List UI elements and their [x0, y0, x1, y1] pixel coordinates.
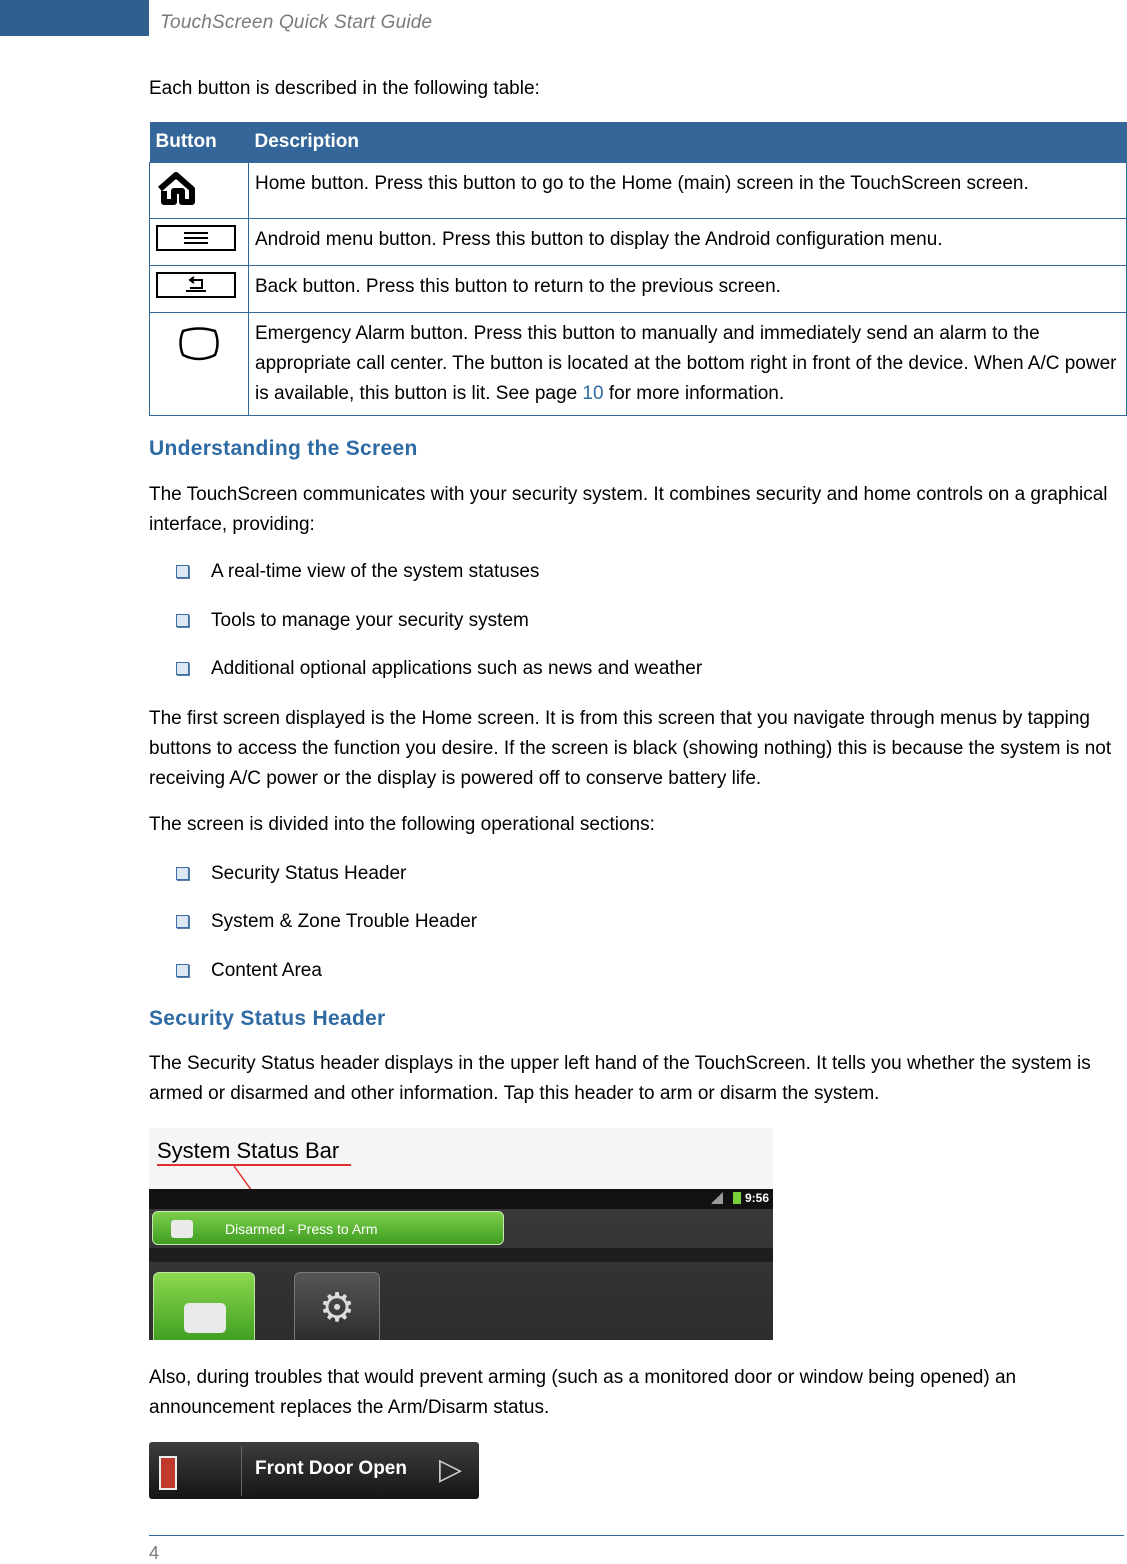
table-cell-description: Home button. Press this button to go to the Home (main) screen in the TouchScreen screen. — [249, 163, 1127, 219]
table-header-description: Description — [249, 122, 1127, 163]
arm-status-bar[interactable]: Disarmed - Press to Arm — [152, 1211, 504, 1245]
table-row — [150, 163, 1127, 219]
android-status-bar — [149, 1189, 773, 1209]
signal-icon — [711, 1192, 723, 1204]
checkbox-bullet-icon — [176, 565, 189, 578]
page-number: 4 — [149, 1543, 160, 1563]
trouble-announcement-screenshot — [149, 1442, 479, 1499]
table-cell-description: Emergency Alarm button. Press this button to manually and immediately send an alarm to the appropriate call center. The button is located at the bottom right in front of the device. When A/C power is available, this button is lit. See page 10 for more information. — [249, 313, 1127, 416]
table-cell-description: Back button. Press this button to return to the previous screen. — [249, 266, 1127, 313]
paragraph: The screen is divided into the following operational sections: — [149, 814, 655, 835]
battery-icon — [733, 1192, 741, 1204]
home-icon — [156, 171, 200, 205]
security-tile[interactable] — [153, 1272, 255, 1340]
paragraph: Also, during troubles that would prevent arming (such as a monitored door or window being opened) an announcement replaces the Arm/Disarm status. — [149, 1367, 1017, 1418]
checkbox-bullet-icon — [176, 964, 189, 977]
back-icon — [156, 272, 236, 298]
paragraph: The Security Status header displays in the upper left hand of the TouchScreen. It tells you whether the system is armed or disarmed and other information. Tap this header to arm or disarm the system. — [149, 1053, 1091, 1104]
section-heading-understanding: Understanding the Screen — [149, 437, 418, 460]
door-icon — [159, 1456, 177, 1490]
checkbox-bullet-icon — [176, 915, 189, 928]
page-link[interactable]: 10 — [582, 383, 604, 404]
intro-text: Each button is described in the following table: — [149, 78, 540, 99]
unlocked-padlock-icon — [171, 1220, 193, 1238]
checkbox-bullet-icon — [176, 614, 189, 627]
section-heading-security-status: Security Status Header — [149, 1007, 386, 1030]
callout-label: System Status Bar — [157, 1138, 340, 1163]
paragraph: The TouchScreen communicates with your security system. It combines security and home controls on a graphical interface, providing: — [149, 484, 1108, 535]
system-status-screenshot — [149, 1128, 773, 1340]
table-cell-description: Android menu button. Press this button to display the Android configuration menu. — [249, 219, 1127, 266]
checkbox-bullet-icon — [176, 867, 189, 880]
trouble-header-band — [149, 1248, 773, 1262]
checkbox-bullet-icon — [176, 662, 189, 675]
padlock-icon — [184, 1303, 226, 1333]
footer-rule — [149, 1535, 1124, 1536]
table-row — [150, 219, 1127, 266]
button-table — [149, 122, 1127, 416]
table-row — [150, 313, 1127, 416]
document-title: TouchScreen Quick Start Guide — [160, 12, 433, 33]
paragraph: The first screen displayed is the Home screen. It is from this screen that you navigate through menus by tapping buttons to access the function you desire. If the screen is black (showing nothing) this is because the system is not receiving A/C power or the display is powered off to conserve battery life. — [149, 708, 1112, 789]
clock: 9:56 — [744, 1191, 769, 1205]
emergency-badge-icon — [175, 325, 223, 365]
table-row — [150, 266, 1127, 313]
settings-tile[interactable] — [294, 1272, 380, 1340]
divider — [241, 1446, 242, 1496]
play-arrow-icon[interactable]: ▷ — [439, 1453, 463, 1486]
gear-icon: ⚙ — [319, 1286, 355, 1330]
table-header-button: Button — [150, 122, 249, 163]
header-accent-bar — [0, 0, 149, 36]
menu-icon — [156, 225, 236, 251]
announcement-label[interactable]: Front Door Open — [255, 1458, 407, 1479]
